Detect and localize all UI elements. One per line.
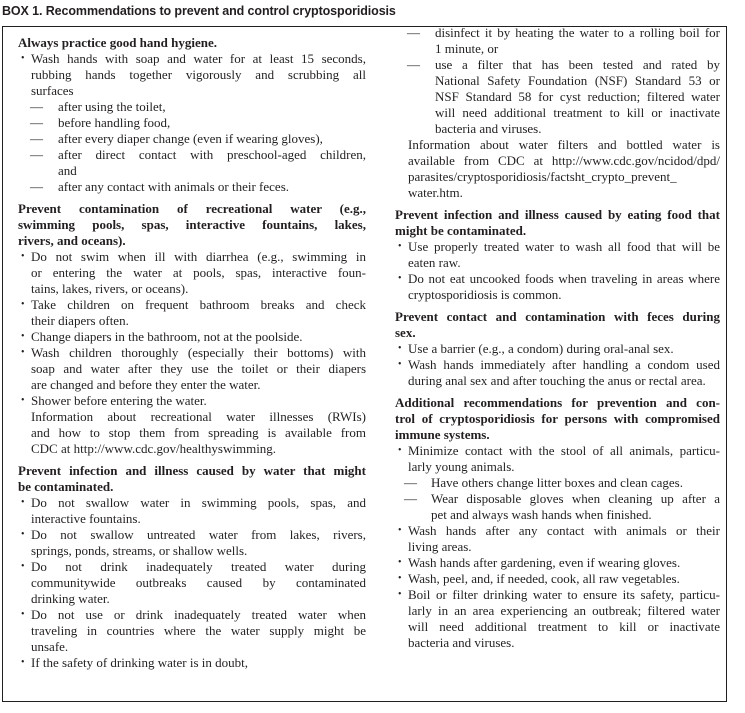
text-line: NSF Standard 58 for cyst reduction; filtered water [435,89,720,104]
text-line: Prevent contact and contamination with feces during [395,309,720,324]
bullet-item [395,571,720,587]
text-line: trol of cryptosporidiosis for persons with compromised [395,411,720,426]
bullet-icon: • [398,343,402,354]
dash-item [395,491,720,523]
text-line: Wash children thoroughly (especially their bottoms) with [31,345,366,360]
text-line: after direct contact with preschool-aged children, [58,147,366,162]
text-line: after any contact with animals or their feces. [58,179,290,194]
bullet-item [18,607,366,655]
info-paragraph [395,137,720,201]
text-line: surfaces [31,83,74,98]
dash-item [18,99,366,115]
bullet-icon: • [21,561,25,572]
text-line: and how to stop them from spreading is available from [31,425,366,440]
text-line: Do not eat uncooked foods when traveling in areas where [408,271,720,286]
text-line: unsafe. [31,639,69,654]
section-heading [18,201,366,249]
bullet-item [395,443,720,475]
text-line: interactive fountains. [31,511,141,526]
bullet-icon: • [398,589,402,600]
bullet-icon: • [398,445,402,456]
section-heading [18,463,366,495]
em-dash-icon: — [30,147,43,162]
bullet-item [395,341,720,357]
text-line: available from CDC at http://www.cdc.gov/ncidod/dpd/ [408,153,720,168]
bullet-icon: • [21,395,25,406]
em-dash-icon: — [30,131,43,146]
right-column [395,25,720,651]
text-line: Use properly treated water to wash all food that will be [408,239,720,254]
text-line: Do not use or drink inadequately treated water when [31,607,366,622]
text-line: Prevent infection and illness caused by eating food that [395,207,720,222]
em-dash-icon: — [30,115,43,130]
text-line: Do not swallow water in swimming pools, spas, and [31,495,366,510]
text-line: CDC at http://www.cdc.gov/healthyswimming. [31,441,277,456]
text-line: Use a barrier (e.g., a condom) during oral-anal sex. [408,341,674,356]
text-line: immune systems. [395,427,490,442]
text-line: Wash hands with soap and water for at least 15 seconds, [31,51,366,66]
text-line: larly in an area experiencing an outbreak; filtered water [408,603,720,618]
dash-item [395,475,720,491]
text-line: 1 minute, or [435,41,499,56]
text-line: National Safety Foundation (NSF) Standard 53 or [435,73,720,88]
dash-item [18,131,366,147]
bullet-item [18,393,366,409]
text-line: will need additional treatment to kill or inactivate [408,619,720,634]
text-line: and [58,163,77,178]
dash-item [18,179,366,195]
text-line: Wash hands after any contact with animals or their [408,523,720,538]
section-heading [18,35,366,51]
bullet-icon: • [21,347,25,358]
text-line: living areas. [408,539,472,554]
bullet-item [395,271,720,303]
bullet-item [18,249,366,297]
bullet-item [395,357,720,389]
bullet-icon: • [21,53,25,64]
bullet-item [395,587,720,651]
text-line: larly young animals. [408,459,515,474]
bullet-item [18,495,366,527]
section-heading [395,309,720,341]
dash-item [18,115,366,131]
text-line: Minimize contact with the stool of all animals, particu- [408,443,720,458]
text-line: Wash hands after gardening, even if wearing gloves. [408,555,681,570]
text-line: water.htm. [408,185,463,200]
bullet-icon: • [398,525,402,536]
text-line: soap and water after they use the toilet or their diapers [31,361,366,376]
dash-item [18,147,366,179]
text-line: use a filter that has been tested and rated by [435,57,720,72]
text-line: drinking water. [31,591,110,606]
bullet-icon: • [398,359,402,370]
dash-item [395,25,720,57]
section-heading [395,207,720,239]
bullet-icon: • [398,557,402,568]
bullet-icon: • [21,251,25,262]
text-line: communitywide outbreaks caused by contaminated [31,575,366,590]
text-line: eaten raw. [408,255,461,270]
text-line: Have others change litter boxes and clean cages. [431,475,683,490]
em-dash-icon: — [30,179,43,194]
bullet-icon: • [21,529,25,540]
dash-item [395,57,720,137]
box-title: BOX 1. Recommendations to prevent and control cryptosporidiosis [2,4,396,18]
text-line: Do not swallow untreated water from lakes, rivers, [31,527,366,542]
text-line: Boil or filter drinking water to ensure its safety, particu- [408,587,720,602]
text-line: will need additional treatment to kill or inactivate [435,105,720,120]
bullet-item [18,329,366,345]
bullet-icon: • [398,241,402,252]
bullet-icon: • [21,299,25,310]
text-line: traveling in countries where the water supply might be [31,623,366,638]
bullet-item [395,555,720,571]
text-line: Wash, peel, and, if needed, cook, all raw vegetables. [408,571,680,586]
em-dash-icon: — [407,25,420,40]
bullet-icon: • [21,331,25,342]
info-paragraph [18,409,366,457]
text-line: bacteria and viruses. [408,635,515,650]
em-dash-icon: — [404,475,417,490]
bullet-item [18,655,366,671]
text-line: their diapers often. [31,313,129,328]
bullet-item [395,239,720,271]
text-line: bacteria and viruses. [435,121,542,136]
text-line: If the safety of drinking water is in doubt, [31,655,248,670]
text-line: be contaminated. [18,479,114,494]
text-line: Information about recreational water illnesses (RWIs) [31,409,366,424]
text-line: sex. [395,325,416,340]
text-line: cryptosporidiosis is common. [408,287,562,302]
text-line: during anal sex and after touching the anus or rectal area. [408,373,706,388]
text-line: swimming pools, spas, interactive fountains, lakes, [18,217,366,232]
text-line: pet and always wash hands when finished. [431,507,652,522]
bullet-icon: • [398,273,402,284]
text-line: Do not drink inadequately treated water during [31,559,366,574]
text-line: Change diapers in the bathroom, not at the poolside. [31,329,303,344]
recommendations-box [2,26,727,702]
text-line: are changed and before they enter the water. [31,377,261,392]
bullet-item [18,297,366,329]
bullet-item [395,523,720,555]
bullet-icon: • [398,573,402,584]
text-line: might be contaminated. [395,223,527,238]
em-dash-icon: — [407,57,420,72]
bullet-icon: • [21,497,25,508]
bullet-item [18,345,366,393]
text-line: Additional recommendations for prevention and con- [395,395,720,410]
text-line: Prevent contamination of recreational water (e.g., [18,201,366,216]
text-line: disinfect it by heating the water to a rolling boil for [435,25,720,40]
text-line: Do not swim when ill with diarrhea (e.g., swimming in [31,249,366,264]
bullet-icon: • [21,609,25,620]
em-dash-icon: — [30,99,43,114]
text-line: Wear disposable gloves when cleaning up after a [431,491,720,506]
em-dash-icon: — [404,491,417,506]
section-heading [395,395,720,443]
bullet-item [18,527,366,559]
bullet-item [18,559,366,607]
bullet-item [18,51,366,99]
text-line: parasites/cryptosporidiosis/factsht_crypto_prevent_ [408,169,677,184]
left-column [18,29,366,671]
text-line: Always practice good hand hygiene. [18,35,217,50]
text-line: Information about water filters and bottled water is [408,137,720,152]
text-line: Prevent infection and illness caused by water that might [18,463,366,478]
text-line: Shower before entering the water. [31,393,207,408]
text-line: Take children on frequent bathroom breaks and check [31,297,366,312]
text-line: after every diaper change (even if wearing gloves), [58,131,323,146]
text-line: rivers, and oceans). [18,233,126,248]
text-line: or entering the water at pools, spas, interactive foun- [31,265,366,280]
bullet-icon: • [21,657,25,668]
text-line: rubbing hands together vigorously and scrubbing all [31,67,366,82]
text-line: Wash hands immediately after handling a condom used [408,357,720,372]
text-line: tains, lakes, rivers, or oceans). [31,281,189,296]
text-line: after using the toilet, [58,99,166,114]
text-line: before handling food, [58,115,171,130]
text-line: springs, ponds, streams, or shallow wells. [31,543,248,558]
